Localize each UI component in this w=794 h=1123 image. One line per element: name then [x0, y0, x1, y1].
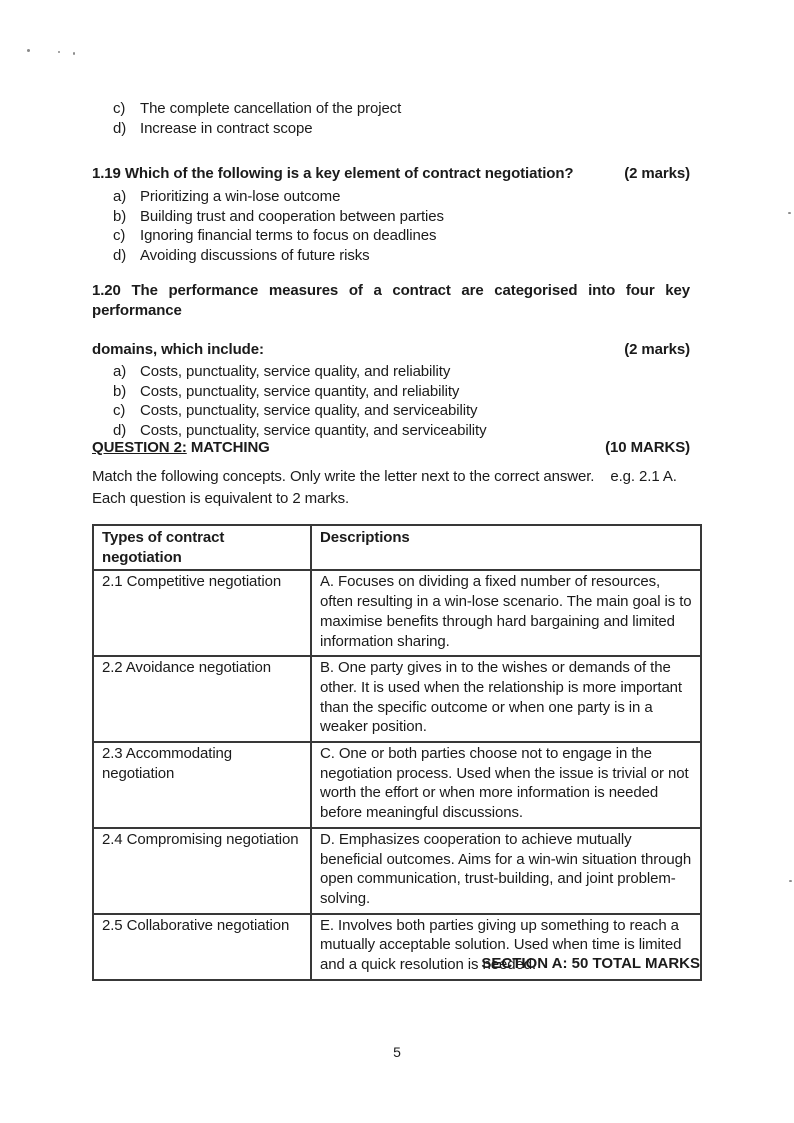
scan-speck: [788, 212, 791, 214]
description-cell: C. One or both parties choose not to engage in the negotiation process. Used when the issue is trivial or not worth the effort or when more information is needed before meaningful discussions.: [311, 742, 701, 828]
negotiation-type-cell: 2.4 Compromising negotiation: [93, 828, 311, 914]
option-letter: a): [113, 188, 127, 205]
question-text-line1: 1.20 The performance measures of a contract are categorised into four key performance: [92, 282, 690, 319]
option-text: Costs, punctuality, service quality, and serviceability: [140, 402, 478, 420]
table-header-row: [93, 525, 701, 570]
column-header-types: Types of contract negotiation: [93, 525, 311, 570]
section-heading-row: [92, 437, 690, 458]
option-letter: c): [113, 227, 126, 245]
description-cell: E. Involves both parties giving up something to reach a mutually acceptable solution. Used when time is limited and a quick resolution is needed.: [311, 914, 701, 980]
negotiation-type-cell: 2.5 Collaborative negotiation: [93, 914, 311, 980]
option-letter: d): [113, 421, 127, 439]
option-text: Increase in contract scope: [140, 119, 313, 137]
scan-speck: [73, 52, 75, 55]
question-1-20: [92, 281, 690, 440]
description-cell: D. Emphasizes cooperation to achieve mutually beneficial outcomes. Aims for a win-win situation through open communication, trust-building, and joint problem-solving.: [311, 828, 701, 914]
scan-speck: [27, 49, 30, 52]
negotiation-type-cell: 2.3 Accommodating negotiation: [93, 742, 311, 828]
question-2-heading: [92, 437, 690, 458]
option-letter: d): [113, 246, 127, 264]
option-item: [92, 119, 690, 139]
option-letter: d): [113, 119, 127, 137]
option-text: Costs, punctuality, service quantity, and serviceability: [140, 421, 487, 439]
option-text: Avoiding discussions of future risks: [140, 246, 370, 264]
marks-label: (2 marks): [624, 340, 690, 358]
option-letter: c): [113, 402, 126, 420]
option-item: [92, 187, 690, 207]
question-text: 1.19 Which of the following is a key element of contract negotiation?: [92, 165, 574, 182]
instruction-line-2: Each question is equivalent to 2 marks.: [92, 490, 350, 507]
option-item: [92, 362, 690, 382]
option-item: [92, 207, 690, 227]
matching-table-container: [92, 524, 700, 981]
option-item: [92, 401, 690, 421]
option-text: Costs, punctuality, service quantity, and reliability: [140, 382, 460, 400]
instruction-line-1: [92, 466, 690, 488]
question-2-label: QUESTION 2:: [92, 439, 187, 456]
option-letter: b): [113, 207, 127, 225]
scan-speck: [789, 880, 792, 882]
option-text: Ignoring financial terms to focus on deadlines: [140, 227, 437, 245]
option-item: [92, 226, 690, 246]
option-text: The complete cancellation of the project: [140, 100, 402, 117]
instruction-example: e.g. 2.1 A.: [610, 468, 677, 485]
marks-label: (10 MARKS): [605, 439, 690, 456]
instruction-text: Match the following concepts. Only write the letter next to the correct answer.: [92, 468, 595, 485]
section-total-marks: SECTION A: 50 TOTAL MARKS: [481, 955, 700, 972]
scan-speck: [58, 51, 60, 53]
question-1-19: [92, 163, 690, 265]
table-row: [93, 656, 701, 742]
description-cell: A. Focuses on dividing a fixed number of resources, often resulting in a win-lose scenario. The main goal is to maximise benefits through hard bargaining and limited information sharing.: [311, 570, 701, 656]
option-letter: c): [113, 100, 126, 117]
option-letter: a): [113, 363, 127, 380]
marks-label: (2 marks): [624, 165, 690, 182]
description-cell: B. One party gives in to the wishes or demands of the other. It is used when the relationship is more important than the specific outcome or when one party is in a weaker position.: [311, 656, 701, 742]
option-letter: b): [113, 382, 127, 400]
negotiation-type-cell: 2.1 Competitive negotiation: [93, 570, 311, 656]
option-text: Costs, punctuality, service quality, and reliability: [140, 363, 451, 380]
question-2-instructions: [92, 466, 690, 510]
option-text: Building trust and cooperation between parties: [140, 207, 444, 225]
table-row: [93, 742, 701, 828]
option-item: [92, 246, 690, 266]
question-2-type: MATCHING: [190, 439, 270, 456]
question-heading-row: [92, 163, 690, 184]
option-text: Prioritizing a win-lose outcome: [140, 188, 341, 205]
option-item: [92, 382, 690, 402]
section-title: [92, 437, 270, 458]
question-text-line2: domains, which include:: [92, 340, 264, 358]
option-item: [92, 99, 690, 119]
column-header-descriptions: Descriptions: [311, 525, 701, 570]
carryover-options: [92, 99, 690, 138]
negotiation-type-cell: 2.2 Avoidance negotiation: [93, 656, 311, 742]
table-row: [93, 570, 701, 656]
table-row: [93, 828, 701, 914]
page-number: 5: [393, 1044, 401, 1060]
matching-table: [92, 524, 702, 981]
question-heading-row2: [92, 340, 690, 360]
